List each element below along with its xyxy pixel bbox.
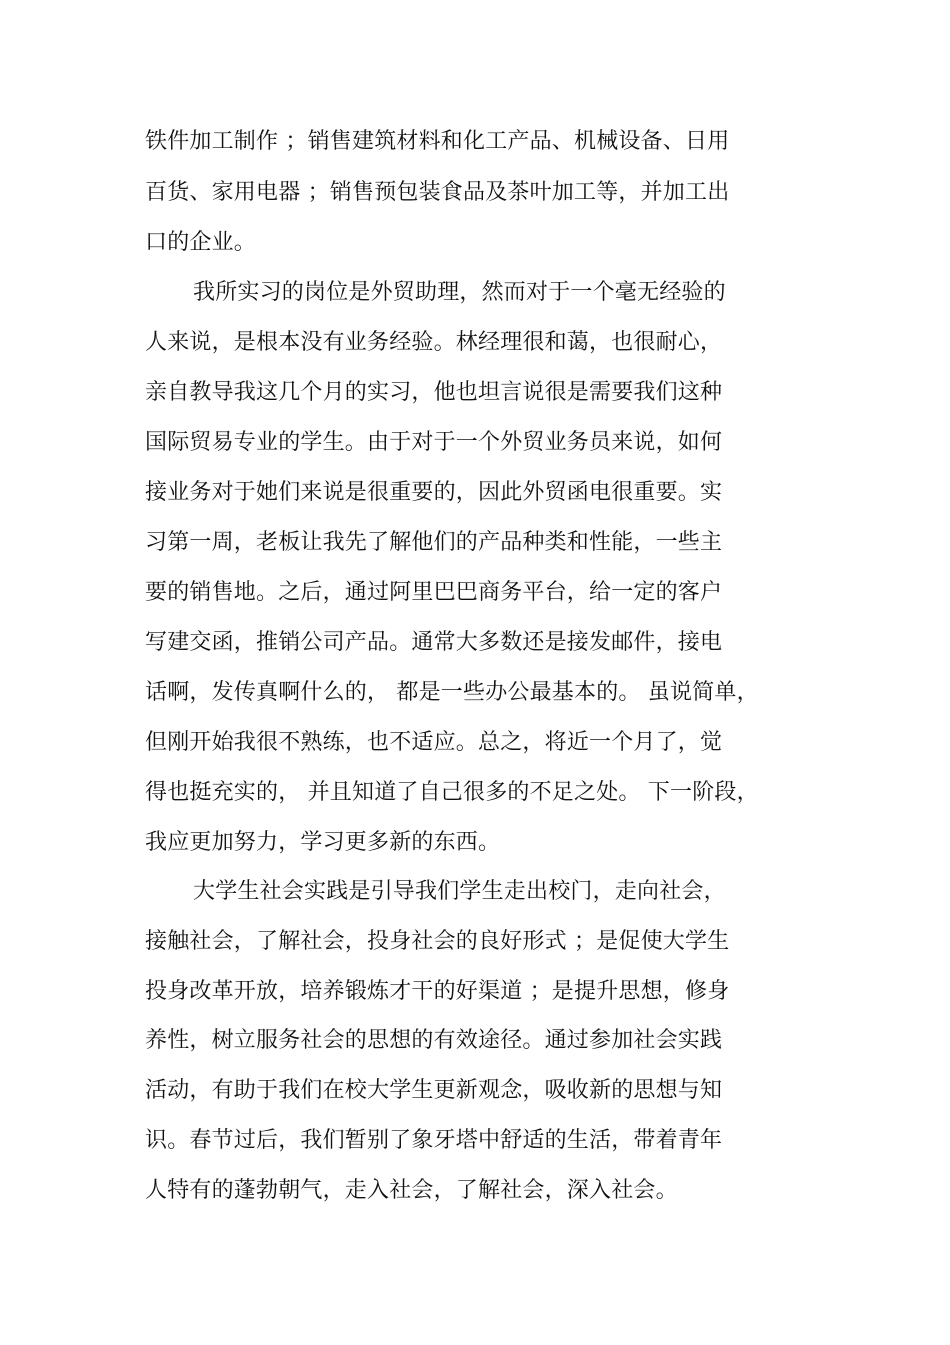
text-line: 人特有的蓬勃朝气，走入社会，了解社会，深入社会。 [145, 1178, 678, 1203]
text-line: 我应更加努力，学习更多新的东西。 [145, 830, 501, 855]
text-line: 养性，树立服务社会的思想的有效途径。通过参加社会实践 [145, 1028, 723, 1053]
text-line: 话啊，发传真啊什么的， 都是一些办公最基本的。 虽说简单， [145, 680, 759, 705]
text-line: 国际贸易专业的学生。由于对于一个外贸业务员来说，如何 [145, 430, 723, 455]
text-line: 百货、家用电器 ；销售预包装食品及茶叶加工等，并加工出 [145, 180, 730, 205]
text-line: 要的销售地。之后，通过阿里巴巴商务平台，给一定的客户 [145, 580, 723, 605]
paragraph-first-line: 我所实习的岗位是外贸助理，然而对于一个毫无经验的 [193, 280, 726, 305]
text-line: 亲自教导我这几个月的实习，他也坦言说很是需要我们这种 [145, 380, 723, 405]
text-line: 习第一周，老板让我先了解他们的产品种类和性能，一些主 [145, 530, 723, 555]
paragraph-first-line: 大学生社会实践是引导我们学生走出校门，走向社会， [193, 879, 726, 904]
text-line: 得也挺充实的， 并且知道了自己很多的不足之处。 下一阶段， [145, 780, 759, 805]
text-line: 但刚开始我很不熟练，也不适应。总之，将近一个月了，觉 [145, 730, 723, 755]
text-line: 接业务对于她们来说是很重要的，因此外贸函电很重要。实 [145, 480, 723, 505]
text-line: 投身改革开放，培养锻炼才干的好渠道 ；是提升思想，修身 [145, 979, 730, 1004]
text-line: 识。春节过后，我们暂别了象牙塔中舒适的生活，带着青年 [145, 1128, 723, 1153]
text-line: 接触社会，了解社会，投身社会的良好形式 ；是促使大学生 [145, 929, 730, 954]
text-line: 人来说，是根本没有业务经验。林经理很和蔼，也很耐心， [145, 330, 723, 355]
text-line: 口的企业。 [145, 230, 257, 255]
text-line: 活动，有助于我们在校大学生更新观念，吸收新的思想与知 [145, 1078, 723, 1103]
text-line: 铁件加工制作 ；销售建筑材料和化工产品、机械设备、日用 [145, 129, 730, 154]
text-line: 写建交函，推销公司产品。通常大多数还是接发邮件，接电 [145, 630, 723, 655]
